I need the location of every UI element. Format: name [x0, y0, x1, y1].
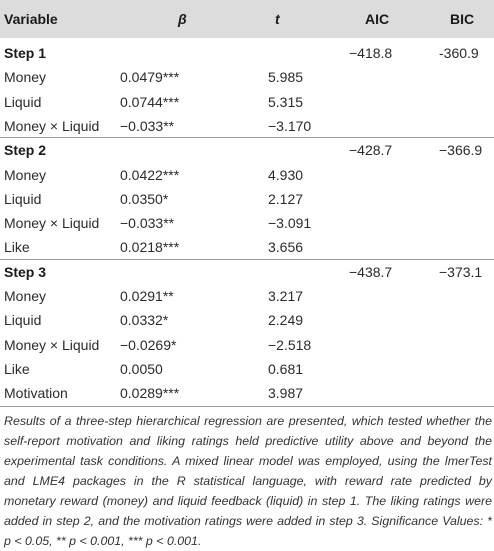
cell-variable: Liquid [4, 190, 42, 207]
cell-beta: 0.0332* [120, 312, 169, 329]
table-row [0, 114, 494, 138]
cell-t: 5.985 [268, 69, 304, 86]
cell-t: 0.681 [268, 360, 304, 377]
cell-t: 3.656 [268, 239, 304, 256]
cell-bic: -360.9 [439, 45, 479, 61]
cell-variable: Motivation [4, 385, 68, 402]
cell-beta: 0.0291** [120, 288, 174, 304]
cell-aic: −428.7 [349, 142, 393, 159]
cell-bic: −373.1 [439, 263, 483, 280]
step-row [0, 260, 494, 284]
cell-beta: 0.0744*** [120, 93, 180, 110]
table-row [0, 381, 494, 405]
cell-t: −3.170 [268, 117, 312, 134]
cell-aic: −418.8 [349, 45, 393, 61]
cell-t: −3.091 [268, 215, 312, 232]
cell-variable: Like [4, 360, 30, 377]
cell-beta: 0.0289*** [120, 385, 180, 402]
cell-t: 2.249 [268, 312, 304, 329]
cell-variable: Money [4, 69, 47, 86]
table-row [0, 357, 494, 381]
cell-beta: −0.033** [120, 117, 175, 134]
cell-beta: −0.0269* [120, 336, 177, 353]
cell-variable: Step 2 [4, 142, 47, 159]
cell-t: 2.127 [268, 190, 304, 207]
table-row [0, 308, 494, 332]
header-beta: β [178, 11, 187, 27]
table-row [0, 235, 494, 259]
cell-t: 4.930 [268, 166, 304, 183]
header-bic: BIC [450, 11, 475, 27]
table-row [0, 333, 494, 357]
header-aic: AIC [365, 11, 390, 27]
step-row [0, 138, 494, 162]
cell-variable: Like [4, 239, 30, 256]
table-row [0, 163, 494, 187]
table-bottom-rule [0, 406, 494, 407]
step-row [0, 41, 494, 65]
cell-variable: Money × Liquid [4, 117, 100, 134]
table-row [0, 90, 494, 114]
cell-variable: Step 1 [4, 45, 47, 61]
table-row [0, 211, 494, 235]
cell-bic: −366.9 [439, 142, 483, 159]
cell-variable: Money × Liquid [4, 336, 100, 353]
cell-beta: 0.0479*** [120, 69, 180, 86]
table-header [0, 0, 494, 38]
table-row [0, 65, 494, 89]
cell-variable: Liquid [4, 312, 42, 329]
cell-beta: 0.0350* [120, 190, 169, 207]
table-row [0, 284, 494, 308]
caption-sig-1: * p < 0.05, [4, 514, 492, 548]
cell-beta: −0.033** [120, 215, 175, 232]
table-row [0, 187, 494, 211]
table-caption [4, 411, 492, 551]
cell-beta: 0.0050 [120, 360, 163, 377]
cell-variable: Money × Liquid [4, 215, 100, 232]
cell-t: 3.987 [268, 385, 304, 402]
header-t: t [275, 11, 280, 27]
cell-t: 5.315 [268, 93, 304, 110]
cell-beta: 0.0218*** [120, 239, 180, 256]
cell-beta: 0.0422*** [120, 166, 180, 183]
cell-variable: Step 3 [4, 263, 47, 280]
cell-variable: Money [4, 166, 47, 183]
caption-text: Results of a three-step hierarchical regression are presented, which tested whether the self-report motivation and liking ratings held predictive utility above and beyond the experimental task conditions. A mixed linear model was employed, using the lmerTest and LME4 packages in the R statistical language, with reward rate predicted by monetary reward (money) and liquid feedback (liquid) in step 1. The liking ratings were added in step 2, and the motivation ratings were added in step 3. Significance Values: [4, 414, 492, 528]
cell-variable: Money [4, 288, 47, 304]
cell-t: −2.518 [268, 336, 312, 353]
cell-aic: −438.7 [349, 263, 393, 280]
cell-t: 3.217 [268, 288, 304, 304]
caption-sig-2: ** p < 0.001, *** p < 0.001. [56, 534, 202, 548]
cell-variable: Liquid [4, 93, 42, 110]
header-variable: Variable [4, 11, 58, 27]
